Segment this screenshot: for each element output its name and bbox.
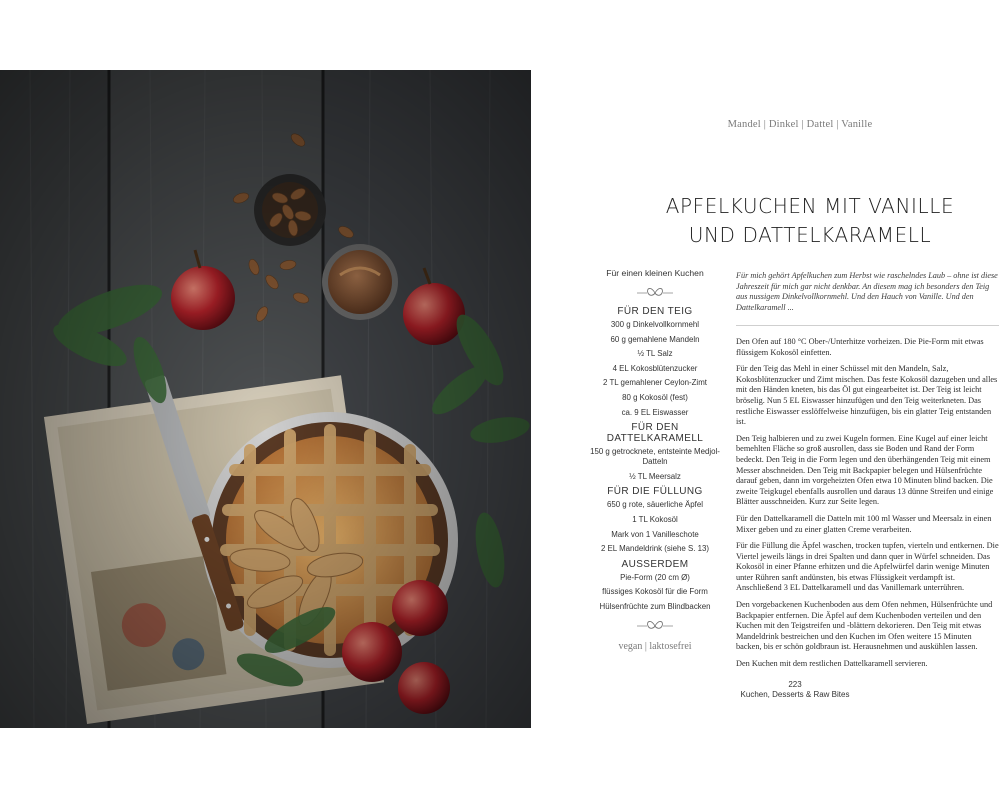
serving-size: Für einen kleinen Kuchen [606, 268, 704, 278]
step-paragraph: Für die Füllung die Äpfel waschen, trocken tupfen, vierteln und entkernen. Die Viertel jeweils längs in drei Spalten und dann quer in Würfel schneiden. Das Kokosöl in einer Pfanne erhitzen und die Apfelwürfel darin wenige Minuten unter Rühren sanft andünsten, bis etwas Flüssigkeit verdampft ist. Anschließend 3 EL Dattelkaramell und das Vanillemark unterrühren. [736, 541, 999, 593]
recipe-title-line-2: UND DATTELKARAMELL [688, 223, 932, 247]
ingredient-item: 80 g Kokosöl (fest) [622, 392, 688, 402]
diet-label: vegan | laktosefrei [618, 640, 692, 652]
filling-heading: FÜR DIE FÜLLUNG [607, 486, 703, 498]
dough-list [588, 320, 722, 418]
ingredient-item: 650 g rote, säuerliche Äpfel [606, 500, 704, 510]
ingredient-item: 2 EL Mandeldrink (siehe S. 13) [600, 544, 710, 554]
step-paragraph: Den Kuchen mit dem restlichen Dattelkaramell servieren. [736, 659, 928, 669]
ingredient-item: Mark von 1 Vanilleschote [611, 529, 699, 539]
page-footer [730, 680, 860, 700]
apple-pie-illustration [0, 70, 531, 728]
ingredient-item: 60 g gemahlene Mandeln [610, 334, 700, 344]
dough-heading: FÜR DEN TEIG [617, 306, 693, 317]
step-paragraph: Für den Teig das Mehl in einer Schüssel mit den Mandeln, Salz, Kokosblütenzucker und Zimt mischen. Das feste Kokosöl dazugeben und alles mit den Händen kneten, bis das Öl gut eingearbeitet ist. Der Teig ist leicht bröselig. Nun 5 EL Eiswasser hinzufügen und den Teig weiterkneten. Das restliche Eiswasser esslöffelweise hinzufügen, bis ein glatter Teig entstanden ist. [736, 364, 998, 427]
ingredient-item: 1 TL Kokosöl [632, 514, 678, 524]
divider [736, 325, 999, 326]
ingredient-item: 2 TL gemahlener Ceylon-Zimt [603, 378, 707, 388]
recipe-title-line-1: APFELKUCHEN MIT VANILLE [665, 194, 955, 218]
step-paragraph: Für den Dattelkaramell die Datteln mit 100 ml Wasser und Meersalz in einen Mixer geben und zu einer glatten Creme verarbeiten. [736, 513, 992, 534]
page-number: 223 [788, 680, 802, 689]
ingredients-column [588, 268, 722, 652]
ingredient-item: 150 g getrocknete, entsteinte Medjol-Datteln [590, 447, 720, 467]
recipe-tags: Mandel | Dinkel | Dattel | Vanille [727, 119, 873, 130]
ingredient-item: Hülsenfrüchte zum Blindbacken [599, 601, 711, 611]
ingredient-item: ca. 9 EL Eiswasser [621, 407, 689, 417]
ornament-icon [588, 617, 722, 635]
filling-list [588, 500, 722, 554]
step-paragraph: Den Teig halbieren und zu zwei Kugeln formen. Eine Kugel auf einer leicht bemehlten Fläche so groß ausrollen, dass sie Boden und Rand der Form bedeckt. Den Teig in die Form legen und den überhängenden Teig mit einem Messer abschneiden. Den Teig mit Backpapier belegen und Hülsenfrüchte darauf geben, dann im vorgeheizten Ofen etwa 10 Minuten blind backen. Die zweite Teigkugel ebenfalls ausrollen und daraus 13 dünne Streifen und einige Blätter ausschneiden. Kurz zur Seite legen. [736, 433, 994, 507]
recipe-photo [0, 70, 531, 728]
caramel-heading: FÜR DEN DATTELKARAMELL [606, 422, 704, 445]
extra-heading: AUSSERDEM [621, 558, 689, 570]
ingredient-item: 300 g Dinkelvollkornmehl [610, 320, 700, 329]
caramel-list [588, 447, 722, 482]
recipe-title [620, 192, 1000, 250]
section-name: Kuchen, Desserts & Raw Bites [740, 690, 850, 699]
step-paragraph: Den vorgebackenen Kuchenboden aus dem Ofen nehmen, Hülsenfrüchte und Backpapier entfernen. Die Äpfel auf dem Kuchenboden verteilen und den Kuchen mit den Teigstreifen und -blättern dekorieren. Den Teig mit etwas Mandeldrink bestreichen und den Kuchen im Ofen weitere 15 Minuten backen, bis er schön goldbraun ist. Herausnehmen und auskühlen lassen. [736, 600, 993, 652]
ingredient-item: flüssiges Kokosöl für die Form [602, 587, 708, 597]
ornament-icon [588, 284, 722, 302]
recipe-intro: Für mich gehört Apfelkuchen zum Herbst wie raschelndes Laub – ohne ist diese Jahreszeit für mich gar nicht denkbar. An diesem mag ich besonders den Teig aus nussigem Dinkelvollkornmehl. Und den Hauch von Vanille. Und den Dattelkaramell ... [736, 271, 998, 312]
step-paragraph: Den Ofen auf 180 °C Ober-/Unterhitze vorheizen. Die Pie-Form mit etwas flüssigem Kokosöl einfetten. [736, 337, 984, 357]
ingredient-item: ½ TL Salz [637, 349, 673, 359]
recipe-steps [736, 337, 999, 676]
extra-list [588, 573, 722, 612]
ingredient-item: ½ TL Meersalz [629, 471, 681, 481]
ingredient-item: Pie-Form (20 cm Ø) [620, 572, 690, 582]
ingredient-item: 4 EL Kokosblütenzucker [612, 363, 698, 373]
